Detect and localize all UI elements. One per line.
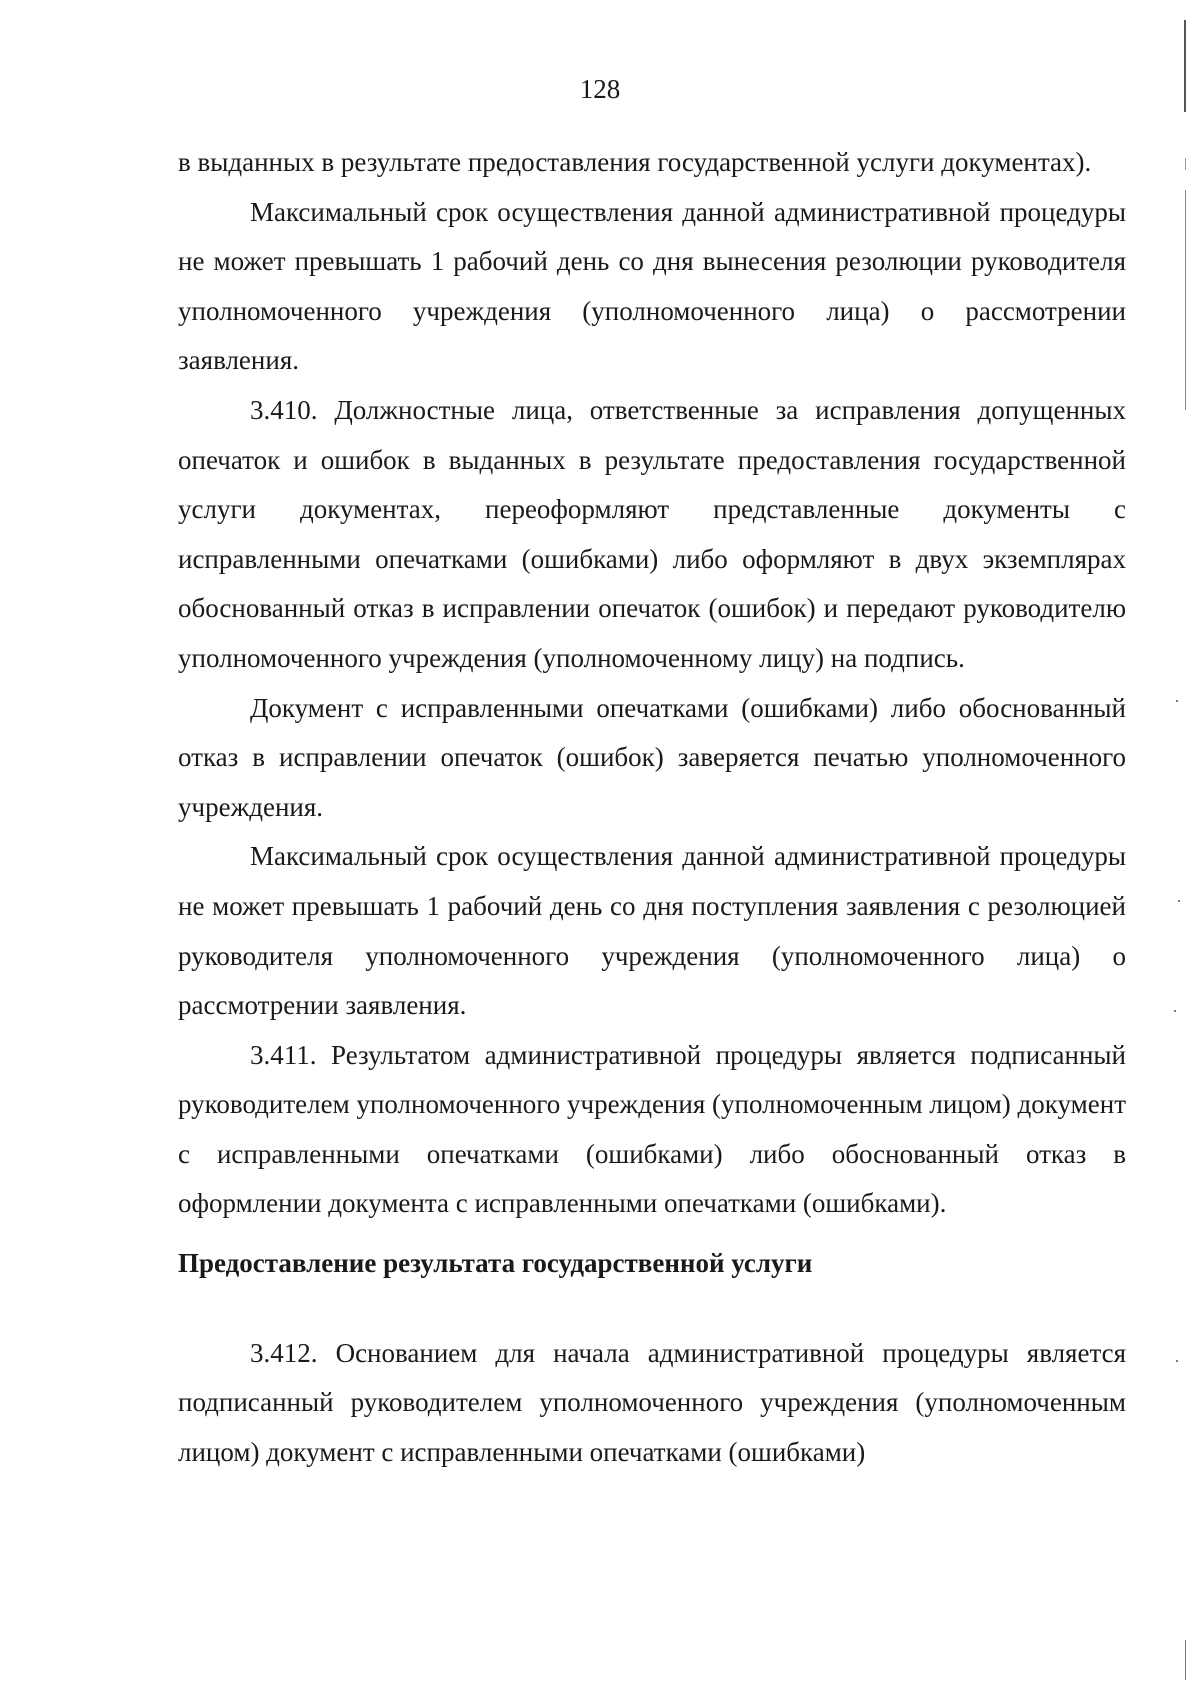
scan-speck [1176,700,1178,702]
scan-edge-mark [1185,190,1186,410]
document-body [178,138,1126,1477]
scan-speck [1174,1010,1176,1012]
paragraph-continuation: в выданных в результате предоставления государственной услуги документах). [178,147,1092,177]
scan-edge-mark [1185,1640,1186,1680]
paragraph: Документ с исправленными опечатками (ошибками) либо обоснованный отказ в исправлении опечаток (ошибок) заверяется печатью уполномоченного учреждения. [178,692,1126,822]
scan-speck [1176,1360,1178,1362]
section-heading: Предоставление результата государственной услуги [178,1248,813,1279]
scan-edge-mark [1184,20,1186,112]
scan-speck [1178,900,1180,902]
paragraph-3-412: 3.412. Основанием для начала административной процедуры является подписанный руководителем уполномоченного учреждения (уполномоченным лицом) документ с исправленными опечатками (ошибками) [178,1337,1126,1467]
paragraph-3-411: 3.411. Результатом административной процедуры является подписанный руководителем уполномоченного учреждения (уполномоченным лицом) документ с исправленными опечатками (ошибками) либо обоснованный отказ в оформлении документа с исправленными опечатками (ошибками). [178,1039,1126,1219]
page-number: 128 [579,74,621,104]
paragraph: Максимальный срок осуществления данной административной процедуры не может превышать 1 рабочий день со дня вынесения резолюции руководителя уполномоченного учреждения (уполномоченного лица) о рассмотрении заявления. [178,196,1126,376]
paragraph-3-410: 3.410. Должностные лица, ответственные за исправления допущенных опечаток и ошибок в выданных в результате предоставления государственной услуги документах, переоформляют представленные документы с исправленными опечатками (ошибками) либо оформляют в двух экземплярах обоснованный отказ в исправлении опечаток (ошибок) и передают руководителю уполномоченного учреждения (уполномоченному лицу) на подпись. [178,394,1126,673]
paragraph: Максимальный срок осуществления данной административной процедуры не может превышать 1 рабочий день со дня поступления заявления с резолюцией руководителя уполномоченного учреждения (уполномоченного лица) о рассмотрении заявления. [178,841,1126,1021]
scan-edge-mark [1185,158,1186,170]
